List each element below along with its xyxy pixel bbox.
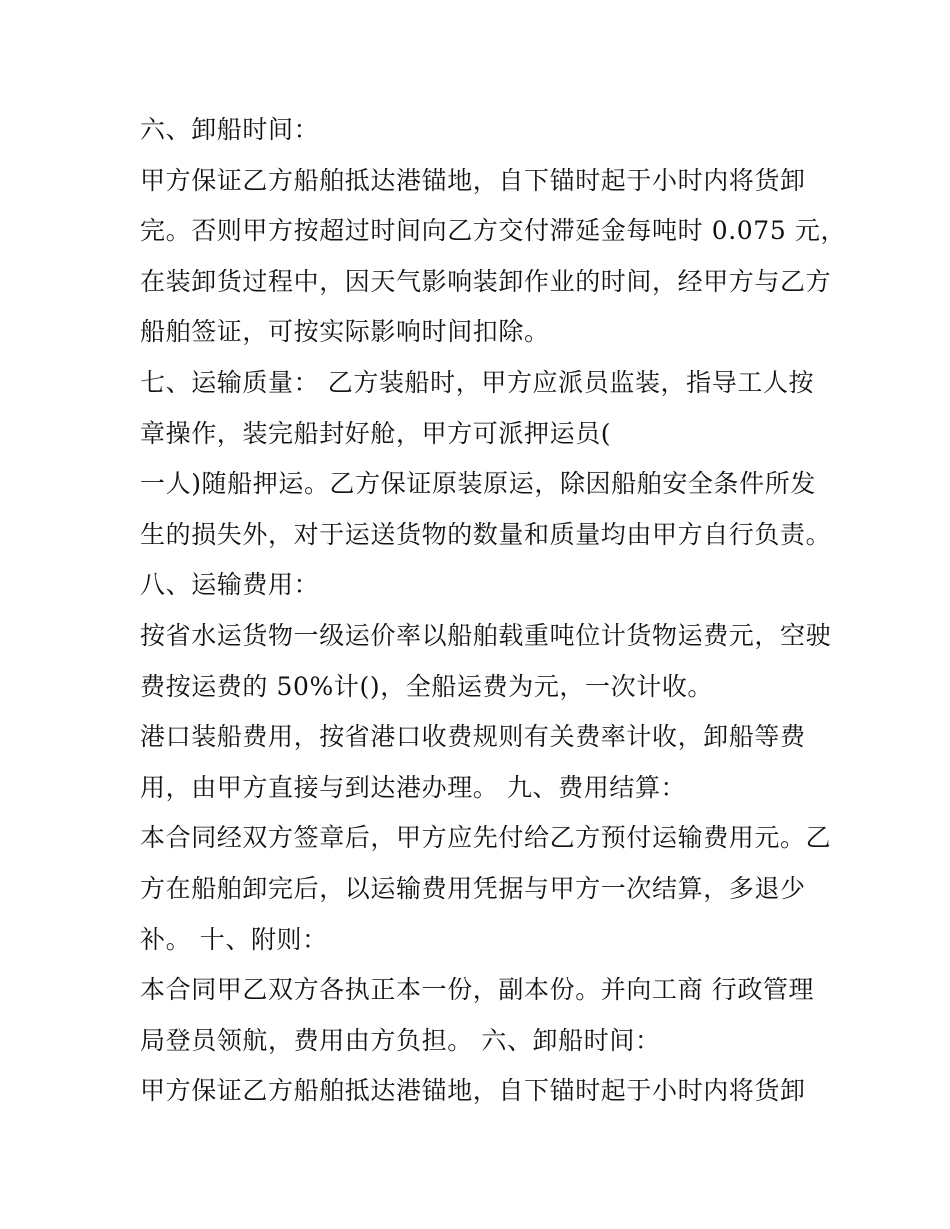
text-line: 本合同甲乙双方各执正本一份，副本份。并向工商 行政管理 xyxy=(140,975,815,1004)
text-line: 完。否则甲方按超过时间向乙方交付滞延金每吨时 0.075 元， xyxy=(140,216,847,245)
text-line: 本合同经双方签章后，甲方应先付给乙方预付运输费用元。乙 xyxy=(140,823,832,852)
text-line: 局登员领航，费用由方负担。 六、卸船时间： xyxy=(140,1026,661,1055)
text-line: 甲方保证乙方船舶抵达港锚地，自下锚时起于小时内将货卸 xyxy=(140,166,806,195)
text-line: 港口装船费用，按省港口收费规则有关费率计收，卸船等费 xyxy=(140,722,806,751)
text-line: 船舶签证，可按实际影响时间扣除。 xyxy=(140,317,550,346)
text-line: 六、卸船时间： xyxy=(140,115,320,144)
text-line: 按省水运货物一级运价率以船舶载重吨位计货物运费元，空驶 xyxy=(140,621,832,650)
text-line: 用，由甲方直接与到达港办理。 九、费用结算： xyxy=(140,773,687,802)
text-line: 一人)随船押运。乙方保证原装原运，除因船舶安全条件所发 xyxy=(140,469,816,498)
text-line: 费按运费的 50%计()，全船运费为元，一次计收。 xyxy=(140,672,714,701)
text-line: 生的损失外，对于运送货物的数量和质量均由甲方自行负责。 xyxy=(140,520,832,549)
text-line: 七、运输质量： 乙方装船时，甲方应派员监装，指导工人按 xyxy=(140,368,815,397)
text-line: 方在船舶卸完后，以运输费用凭据与甲方一次结算，多退少 xyxy=(140,874,806,903)
text-line: 在装卸货过程中，因天气影响装卸作业的时间，经甲方与乙方 xyxy=(140,267,832,296)
text-line: 八、运输费用： xyxy=(140,570,320,599)
text-line: 补。 十、附则： xyxy=(140,925,328,954)
text-line: 甲方保证乙方船舶抵达港锚地，自下锚时起于小时内将货卸 xyxy=(140,1076,806,1105)
text-line: 章操作，装完船封好舱，甲方可派押运员( xyxy=(140,419,612,448)
